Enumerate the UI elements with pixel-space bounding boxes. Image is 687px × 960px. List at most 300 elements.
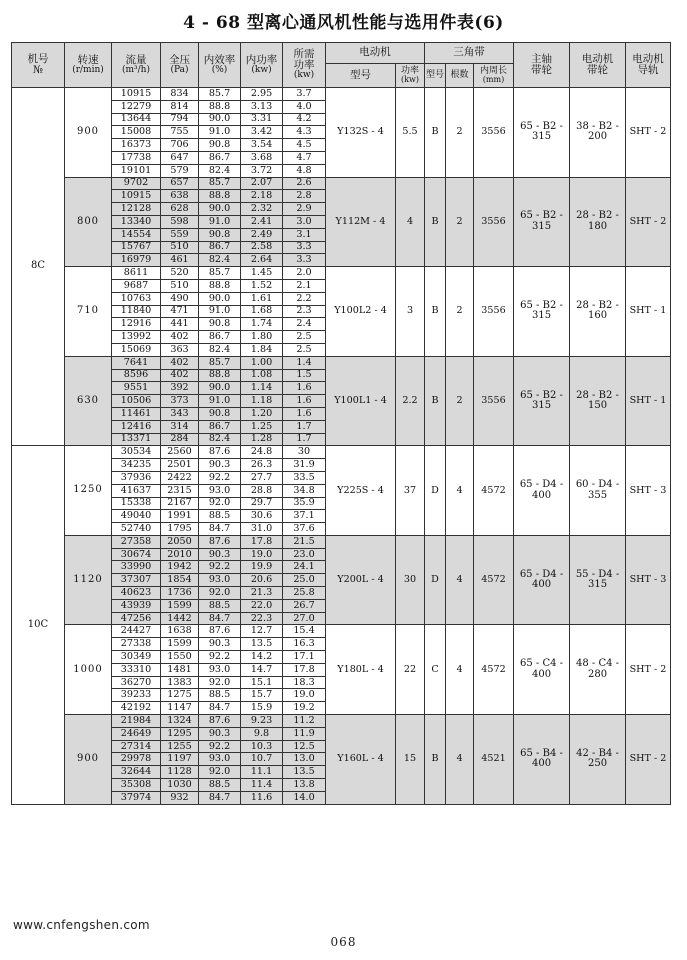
efficiency-cell: 90.3 bbox=[199, 638, 241, 651]
efficiency-cell: 92.0 bbox=[199, 766, 241, 779]
efficiency-cell: 92.2 bbox=[199, 471, 241, 484]
internal-power-cell: 20.6 bbox=[241, 574, 283, 587]
flow-cell: 14554 bbox=[112, 228, 161, 241]
internal-power-cell: 19.0 bbox=[241, 548, 283, 561]
pressure-cell: 1599 bbox=[161, 599, 199, 612]
flow-cell: 10915 bbox=[112, 190, 161, 203]
internal-power-cell: 10.7 bbox=[241, 753, 283, 766]
pressure-cell: 343 bbox=[161, 407, 199, 420]
internal-power-cell: 1.84 bbox=[241, 343, 283, 356]
pressure-cell: 1255 bbox=[161, 740, 199, 753]
internal-power-cell: 3.72 bbox=[241, 164, 283, 177]
flow-cell: 15069 bbox=[112, 343, 161, 356]
internal-power-cell: 26.3 bbox=[241, 459, 283, 472]
flow-cell: 39233 bbox=[112, 689, 161, 702]
flow-cell: 11840 bbox=[112, 305, 161, 318]
flow-cell: 33310 bbox=[112, 663, 161, 676]
required-power-cell: 3.0 bbox=[283, 215, 326, 228]
pressure-cell: 628 bbox=[161, 203, 199, 216]
efficiency-cell: 91.0 bbox=[199, 215, 241, 228]
flow-cell: 13644 bbox=[112, 113, 161, 126]
required-power-cell: 11.2 bbox=[283, 715, 326, 728]
efficiency-cell: 93.0 bbox=[199, 753, 241, 766]
motor-power-cell: 37 bbox=[396, 446, 425, 536]
flow-cell: 32644 bbox=[112, 766, 161, 779]
pressure-cell: 363 bbox=[161, 343, 199, 356]
efficiency-cell: 90.3 bbox=[199, 548, 241, 561]
internal-power-cell: 14.7 bbox=[241, 663, 283, 676]
efficiency-cell: 90.8 bbox=[199, 318, 241, 331]
internal-power-cell: 1.68 bbox=[241, 305, 283, 318]
pressure-cell: 520 bbox=[161, 267, 199, 280]
internal-power-cell: 1.74 bbox=[241, 318, 283, 331]
internal-power-cell: 1.61 bbox=[241, 292, 283, 305]
internal-power-cell: 3.42 bbox=[241, 126, 283, 139]
internal-power-cell: 27.7 bbox=[241, 471, 283, 484]
efficiency-cell: 90.3 bbox=[199, 727, 241, 740]
col-motor-power: 功率 (kw) bbox=[396, 64, 425, 88]
pressure-cell: 2010 bbox=[161, 548, 199, 561]
pressure-cell: 284 bbox=[161, 433, 199, 446]
flow-cell: 10915 bbox=[112, 88, 161, 101]
internal-power-cell: 1.45 bbox=[241, 267, 283, 280]
motor-pulley-cell: 42 - B4 - 250 bbox=[570, 715, 626, 805]
internal-power-cell: 2.49 bbox=[241, 228, 283, 241]
efficiency-cell: 88.8 bbox=[199, 100, 241, 113]
motor-pulley-cell: 60 - D4 - 355 bbox=[570, 446, 626, 536]
required-power-cell: 15.4 bbox=[283, 625, 326, 638]
motor-power-cell: 3 bbox=[396, 267, 425, 357]
efficiency-cell: 91.0 bbox=[199, 305, 241, 318]
internal-power-cell: 30.6 bbox=[241, 510, 283, 523]
motor-rail-cell: SHT - 1 bbox=[626, 356, 671, 446]
page-title: 4 - 68 型离心通风机性能与选用件表(6) bbox=[183, 13, 504, 33]
col-flow: 流量 (m³/h) bbox=[112, 43, 161, 88]
pressure-cell: 1599 bbox=[161, 638, 199, 651]
required-power-cell: 2.0 bbox=[283, 267, 326, 280]
pressure-cell: 834 bbox=[161, 88, 199, 101]
pressure-cell: 1942 bbox=[161, 561, 199, 574]
pressure-cell: 373 bbox=[161, 395, 199, 408]
motor-power-cell: 15 bbox=[396, 715, 425, 805]
efficiency-cell: 86.7 bbox=[199, 151, 241, 164]
efficiency-cell: 87.6 bbox=[199, 715, 241, 728]
flow-cell: 10506 bbox=[112, 395, 161, 408]
required-power-cell: 4.0 bbox=[283, 100, 326, 113]
table-row bbox=[12, 625, 671, 638]
required-power-cell: 2.1 bbox=[283, 279, 326, 292]
required-power-cell: 1.7 bbox=[283, 420, 326, 433]
internal-power-cell: 1.25 bbox=[241, 420, 283, 433]
internal-power-cell: 12.7 bbox=[241, 625, 283, 638]
efficiency-cell: 92.0 bbox=[199, 676, 241, 689]
flow-cell: 12416 bbox=[112, 420, 161, 433]
flow-cell: 19101 bbox=[112, 164, 161, 177]
flow-cell: 29978 bbox=[112, 753, 161, 766]
flow-cell: 15338 bbox=[112, 497, 161, 510]
pressure-cell: 461 bbox=[161, 254, 199, 267]
pressure-cell: 1991 bbox=[161, 510, 199, 523]
required-power-cell: 1.5 bbox=[283, 369, 326, 382]
motor-rail-cell: SHT - 2 bbox=[626, 715, 671, 805]
motor-power-cell: 30 bbox=[396, 535, 425, 625]
required-power-cell: 2.2 bbox=[283, 292, 326, 305]
flow-cell: 49040 bbox=[112, 510, 161, 523]
internal-power-cell: 28.8 bbox=[241, 484, 283, 497]
required-power-cell: 27.0 bbox=[283, 612, 326, 625]
flow-cell: 24427 bbox=[112, 625, 161, 638]
efficiency-cell: 90.0 bbox=[199, 113, 241, 126]
pressure-cell: 706 bbox=[161, 139, 199, 152]
col-machine-no: 机号 № bbox=[12, 43, 65, 88]
internal-power-cell: 13.5 bbox=[241, 638, 283, 651]
required-power-cell: 1.6 bbox=[283, 407, 326, 420]
flow-cell: 52740 bbox=[112, 523, 161, 536]
belt-count-cell: 2 bbox=[446, 356, 474, 446]
flow-cell: 37307 bbox=[112, 574, 161, 587]
flow-cell: 8611 bbox=[112, 267, 161, 280]
required-power-cell: 2.8 bbox=[283, 190, 326, 203]
motor-power-cell: 4 bbox=[396, 177, 425, 267]
pressure-cell: 814 bbox=[161, 100, 199, 113]
pressure-cell: 1030 bbox=[161, 779, 199, 792]
motor-rail-cell: SHT - 2 bbox=[626, 625, 671, 715]
required-power-cell: 3.7 bbox=[283, 88, 326, 101]
required-power-cell: 2.4 bbox=[283, 318, 326, 331]
efficiency-cell: 88.5 bbox=[199, 779, 241, 792]
pressure-cell: 1795 bbox=[161, 523, 199, 536]
motor-rail-cell: SHT - 1 bbox=[626, 267, 671, 357]
col-motor-model: 型号 bbox=[326, 64, 396, 88]
internal-power-cell: 1.52 bbox=[241, 279, 283, 292]
flow-cell: 12916 bbox=[112, 318, 161, 331]
required-power-cell: 35.9 bbox=[283, 497, 326, 510]
table-row bbox=[12, 356, 671, 369]
internal-power-cell: 11.6 bbox=[241, 791, 283, 804]
required-power-cell: 13.8 bbox=[283, 779, 326, 792]
main-pulley-cell: 65 - B2 - 315 bbox=[514, 88, 570, 178]
col-motor-rail: 电动机 导轨 bbox=[626, 43, 671, 88]
internal-power-cell: 3.13 bbox=[241, 100, 283, 113]
motor-model-cell: Y112M - 4 bbox=[326, 177, 396, 267]
col-internal-power: 内功率 (kw) bbox=[241, 43, 283, 88]
internal-power-cell: 22.0 bbox=[241, 599, 283, 612]
required-power-cell: 25.0 bbox=[283, 574, 326, 587]
motor-pulley-cell: 38 - B2 - 200 bbox=[570, 88, 626, 178]
required-power-cell: 24.1 bbox=[283, 561, 326, 574]
required-power-cell: 19.2 bbox=[283, 702, 326, 715]
required-power-cell: 18.3 bbox=[283, 676, 326, 689]
required-power-cell: 14.0 bbox=[283, 791, 326, 804]
flow-cell: 15767 bbox=[112, 241, 161, 254]
motor-pulley-cell: 55 - D4 - 315 bbox=[570, 535, 626, 625]
flow-cell: 17738 bbox=[112, 151, 161, 164]
required-power-cell: 3.3 bbox=[283, 254, 326, 267]
internal-power-cell: 1.18 bbox=[241, 395, 283, 408]
motor-model-cell: Y160L - 4 bbox=[326, 715, 396, 805]
belt-model-cell: C bbox=[425, 625, 446, 715]
internal-power-cell: 9.8 bbox=[241, 727, 283, 740]
internal-power-cell: 22.3 bbox=[241, 612, 283, 625]
required-power-cell: 3.1 bbox=[283, 228, 326, 241]
pressure-cell: 1638 bbox=[161, 625, 199, 638]
pressure-cell: 2315 bbox=[161, 484, 199, 497]
pressure-cell: 471 bbox=[161, 305, 199, 318]
internal-power-cell: 1.28 bbox=[241, 433, 283, 446]
belt-count-cell: 4 bbox=[446, 625, 474, 715]
internal-power-cell: 11.1 bbox=[241, 766, 283, 779]
flow-cell: 27358 bbox=[112, 535, 161, 548]
required-power-cell: 37.6 bbox=[283, 523, 326, 536]
internal-power-cell: 2.41 bbox=[241, 215, 283, 228]
col-vbelt-group: 三角带 bbox=[425, 43, 514, 64]
internal-power-cell: 10.3 bbox=[241, 740, 283, 753]
pressure-cell: 657 bbox=[161, 177, 199, 190]
belt-length-cell: 3556 bbox=[474, 356, 514, 446]
efficiency-cell: 85.7 bbox=[199, 177, 241, 190]
efficiency-cell: 91.0 bbox=[199, 395, 241, 408]
table-header bbox=[12, 43, 671, 88]
required-power-cell: 4.5 bbox=[283, 139, 326, 152]
pressure-cell: 2501 bbox=[161, 459, 199, 472]
flow-cell: 30674 bbox=[112, 548, 161, 561]
internal-power-cell: 17.8 bbox=[241, 535, 283, 548]
required-power-cell: 2.5 bbox=[283, 343, 326, 356]
pressure-cell: 1275 bbox=[161, 689, 199, 702]
efficiency-cell: 93.0 bbox=[199, 484, 241, 497]
pressure-cell: 510 bbox=[161, 279, 199, 292]
pressure-cell: 441 bbox=[161, 318, 199, 331]
pressure-cell: 579 bbox=[161, 164, 199, 177]
pressure-cell: 598 bbox=[161, 215, 199, 228]
speed-cell: 1000 bbox=[65, 625, 112, 715]
required-power-cell: 16.3 bbox=[283, 638, 326, 651]
speed-cell: 1120 bbox=[65, 535, 112, 625]
efficiency-cell: 92.0 bbox=[199, 497, 241, 510]
required-power-cell: 4.3 bbox=[283, 126, 326, 139]
pressure-cell: 2167 bbox=[161, 497, 199, 510]
pressure-cell: 490 bbox=[161, 292, 199, 305]
motor-pulley-cell: 48 - C4 - 280 bbox=[570, 625, 626, 715]
motor-pulley-cell: 28 - B2 - 180 bbox=[570, 177, 626, 267]
efficiency-cell: 91.0 bbox=[199, 126, 241, 139]
flow-cell: 30349 bbox=[112, 651, 161, 664]
pressure-cell: 638 bbox=[161, 190, 199, 203]
belt-length-cell: 3556 bbox=[474, 177, 514, 267]
belt-length-cell: 4521 bbox=[474, 715, 514, 805]
col-efficiency: 内效率 (%) bbox=[199, 43, 241, 88]
internal-power-cell: 14.2 bbox=[241, 651, 283, 664]
efficiency-cell: 90.8 bbox=[199, 139, 241, 152]
belt-length-cell: 3556 bbox=[474, 88, 514, 178]
flow-cell: 30534 bbox=[112, 446, 161, 459]
flow-cell: 11461 bbox=[112, 407, 161, 420]
speed-cell: 800 bbox=[65, 177, 112, 267]
pressure-cell: 1295 bbox=[161, 727, 199, 740]
main-pulley-cell: 65 - D4 - 400 bbox=[514, 446, 570, 536]
efficiency-cell: 90.3 bbox=[199, 459, 241, 472]
pressure-cell: 647 bbox=[161, 151, 199, 164]
speed-cell: 630 bbox=[65, 356, 112, 446]
required-power-cell: 13.5 bbox=[283, 766, 326, 779]
efficiency-cell: 90.0 bbox=[199, 292, 241, 305]
required-power-cell: 30 bbox=[283, 446, 326, 459]
speed-cell: 900 bbox=[65, 88, 112, 178]
pressure-cell: 510 bbox=[161, 241, 199, 254]
main-pulley-cell: 65 - B2 - 315 bbox=[514, 177, 570, 267]
required-power-cell: 33.5 bbox=[283, 471, 326, 484]
pressure-cell: 1854 bbox=[161, 574, 199, 587]
internal-power-cell: 15.7 bbox=[241, 689, 283, 702]
belt-length-cell: 4572 bbox=[474, 535, 514, 625]
motor-rail-cell: SHT - 2 bbox=[626, 88, 671, 178]
required-power-cell: 23.0 bbox=[283, 548, 326, 561]
pressure-cell: 2422 bbox=[161, 471, 199, 484]
col-pressure: 全压 (Pa) bbox=[161, 43, 199, 88]
belt-model-cell: B bbox=[425, 177, 446, 267]
required-power-cell: 19.0 bbox=[283, 689, 326, 702]
motor-model-cell: Y100L1 - 4 bbox=[326, 356, 396, 446]
flow-cell: 35308 bbox=[112, 779, 161, 792]
belt-model-cell: B bbox=[425, 715, 446, 805]
table-row bbox=[12, 88, 671, 101]
fan-performance-table bbox=[11, 42, 671, 805]
motor-rail-cell: SHT - 2 bbox=[626, 177, 671, 267]
efficiency-cell: 87.6 bbox=[199, 446, 241, 459]
required-power-cell: 1.6 bbox=[283, 395, 326, 408]
internal-power-cell: 19.9 bbox=[241, 561, 283, 574]
efficiency-cell: 84.7 bbox=[199, 523, 241, 536]
internal-power-cell: 15.9 bbox=[241, 702, 283, 715]
internal-power-cell: 15.1 bbox=[241, 676, 283, 689]
pressure-cell: 402 bbox=[161, 369, 199, 382]
pressure-cell: 1324 bbox=[161, 715, 199, 728]
main-pulley-cell: 65 - C4 - 400 bbox=[514, 625, 570, 715]
internal-power-cell: 2.18 bbox=[241, 190, 283, 203]
speed-cell: 900 bbox=[65, 715, 112, 805]
efficiency-cell: 82.4 bbox=[199, 433, 241, 446]
pressure-cell: 1550 bbox=[161, 651, 199, 664]
flow-cell: 21984 bbox=[112, 715, 161, 728]
required-power-cell: 26.7 bbox=[283, 599, 326, 612]
flow-cell: 16373 bbox=[112, 139, 161, 152]
required-power-cell: 17.1 bbox=[283, 651, 326, 664]
flow-cell: 8596 bbox=[112, 369, 161, 382]
efficiency-cell: 85.7 bbox=[199, 356, 241, 369]
table-row bbox=[12, 446, 671, 459]
col-belt-model: 型号 bbox=[425, 64, 446, 88]
footer-url: www.cnfengshen.com bbox=[13, 918, 150, 932]
required-power-cell: 4.2 bbox=[283, 113, 326, 126]
motor-power-cell: 2.2 bbox=[396, 356, 425, 446]
internal-power-cell: 24.8 bbox=[241, 446, 283, 459]
internal-power-cell: 3.68 bbox=[241, 151, 283, 164]
internal-power-cell: 2.64 bbox=[241, 254, 283, 267]
internal-power-cell: 2.07 bbox=[241, 177, 283, 190]
internal-power-cell: 9.23 bbox=[241, 715, 283, 728]
motor-power-cell: 22 bbox=[396, 625, 425, 715]
machine-no-cell: 8C bbox=[12, 88, 65, 446]
efficiency-cell: 92.2 bbox=[199, 740, 241, 753]
pressure-cell: 392 bbox=[161, 382, 199, 395]
motor-pulley-cell: 28 - B2 - 150 bbox=[570, 356, 626, 446]
flow-cell: 12279 bbox=[112, 100, 161, 113]
page-number: 068 bbox=[330, 935, 357, 949]
required-power-cell: 21.5 bbox=[283, 535, 326, 548]
efficiency-cell: 92.0 bbox=[199, 587, 241, 600]
col-belt-length: 内周长 (mm) bbox=[474, 64, 514, 88]
pressure-cell: 755 bbox=[161, 126, 199, 139]
efficiency-cell: 88.5 bbox=[199, 510, 241, 523]
pressure-cell: 559 bbox=[161, 228, 199, 241]
pressure-cell: 1197 bbox=[161, 753, 199, 766]
flow-cell: 37936 bbox=[112, 471, 161, 484]
col-main-shaft: 主轴 带轮 bbox=[514, 43, 570, 88]
main-pulley-cell: 65 - B4 - 400 bbox=[514, 715, 570, 805]
pressure-cell: 402 bbox=[161, 331, 199, 344]
table-row bbox=[12, 715, 671, 728]
internal-power-cell: 2.58 bbox=[241, 241, 283, 254]
flow-cell: 42192 bbox=[112, 702, 161, 715]
main-pulley-cell: 65 - B2 - 315 bbox=[514, 356, 570, 446]
table-row bbox=[12, 177, 671, 190]
col-speed: 转速 (r/min) bbox=[65, 43, 112, 88]
required-power-cell: 4.8 bbox=[283, 164, 326, 177]
internal-power-cell: 21.3 bbox=[241, 587, 283, 600]
required-power-cell: 37.1 bbox=[283, 510, 326, 523]
efficiency-cell: 90.0 bbox=[199, 203, 241, 216]
table-row bbox=[12, 267, 671, 280]
belt-length-cell: 4572 bbox=[474, 446, 514, 536]
flow-cell: 13371 bbox=[112, 433, 161, 446]
belt-count-cell: 4 bbox=[446, 535, 474, 625]
pressure-cell: 794 bbox=[161, 113, 199, 126]
internal-power-cell: 3.54 bbox=[241, 139, 283, 152]
belt-length-cell: 3556 bbox=[474, 267, 514, 357]
pressure-cell: 2050 bbox=[161, 535, 199, 548]
pressure-cell: 932 bbox=[161, 791, 199, 804]
belt-count-cell: 4 bbox=[446, 446, 474, 536]
motor-model-cell: Y180L - 4 bbox=[326, 625, 396, 715]
required-power-cell: 2.9 bbox=[283, 203, 326, 216]
main-pulley-cell: 65 - D4 - 400 bbox=[514, 535, 570, 625]
required-power-cell: 31.9 bbox=[283, 459, 326, 472]
flow-cell: 27314 bbox=[112, 740, 161, 753]
col-required-power: 所需 功率 (kw) bbox=[283, 43, 326, 88]
efficiency-cell: 93.0 bbox=[199, 663, 241, 676]
efficiency-cell: 87.6 bbox=[199, 625, 241, 638]
efficiency-cell: 86.7 bbox=[199, 241, 241, 254]
internal-power-cell: 2.32 bbox=[241, 203, 283, 216]
efficiency-cell: 84.7 bbox=[199, 612, 241, 625]
belt-model-cell: D bbox=[425, 446, 446, 536]
efficiency-cell: 88.5 bbox=[199, 689, 241, 702]
required-power-cell: 1.6 bbox=[283, 382, 326, 395]
motor-model-cell: Y225S - 4 bbox=[326, 446, 396, 536]
flow-cell: 13340 bbox=[112, 215, 161, 228]
efficiency-cell: 93.0 bbox=[199, 574, 241, 587]
flow-cell: 7641 bbox=[112, 356, 161, 369]
motor-rail-cell: SHT - 3 bbox=[626, 446, 671, 536]
flow-cell: 16979 bbox=[112, 254, 161, 267]
belt-count-cell: 2 bbox=[446, 267, 474, 357]
efficiency-cell: 88.8 bbox=[199, 369, 241, 382]
flow-cell: 10763 bbox=[112, 292, 161, 305]
pressure-cell: 314 bbox=[161, 420, 199, 433]
required-power-cell: 11.9 bbox=[283, 727, 326, 740]
flow-cell: 36270 bbox=[112, 676, 161, 689]
efficiency-cell: 90.0 bbox=[199, 382, 241, 395]
